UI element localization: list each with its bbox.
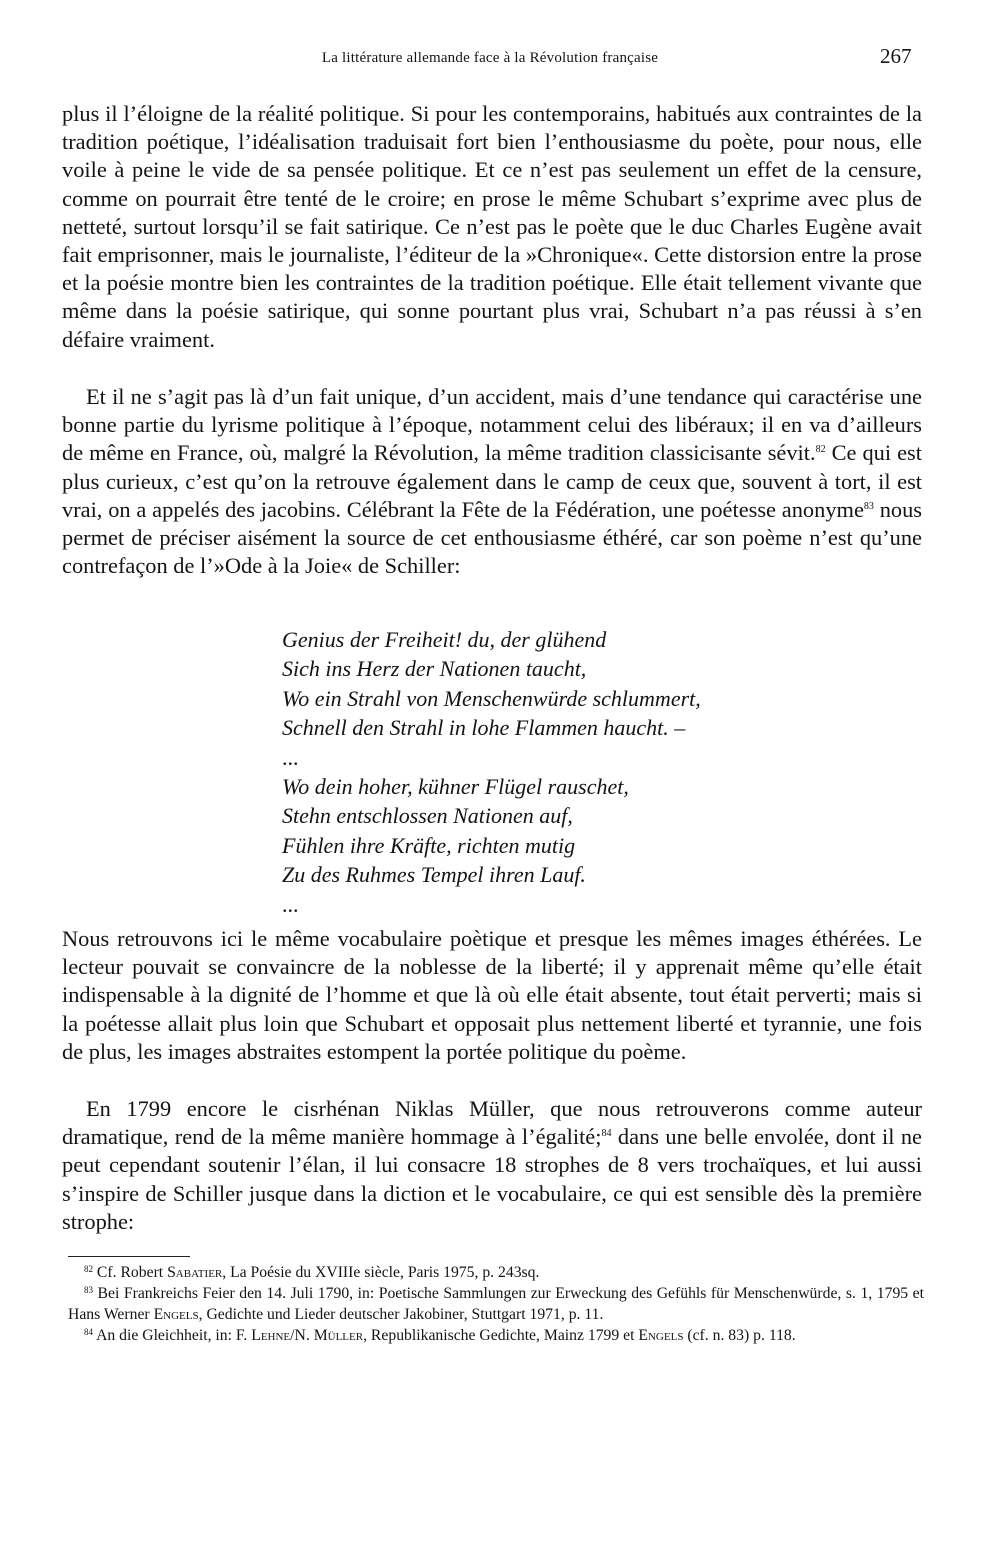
footnote-ref-82: 82	[815, 444, 826, 456]
paragraph-2-text-c: nous permet de préciser aisément la source de cet enthousiasme éthéré, car son poème n’est qu’une contrefaçon de l’»Ode à la Joie« de Schiller:	[62, 496, 922, 579]
footnote-text: , Republikanische Gedichte, Mainz 1799 et	[363, 1327, 639, 1344]
verse-line: Wo ein Strahl von Menschenwürde schlummert,	[282, 685, 701, 711]
verse-line: Sich ins Herz der Nationen taucht,	[282, 656, 587, 682]
footnote-text: Cf. Robert	[96, 1264, 168, 1281]
footnote-83	[68, 1283, 924, 1325]
footnote-text: , La Poésie du XVIIIe siècle, Paris 1975, p. 243sq.	[222, 1264, 540, 1281]
verse-line: Wo dein hoher, kühner Flügel rauschet,	[282, 774, 629, 800]
footnote-text: (cf. n. 83) p. 118.	[683, 1327, 796, 1344]
paragraph-4	[62, 1095, 922, 1236]
paragraph-2-text-b: Ce qui est plus curieux, c’est qu’on la retrouve également dans le camp de ceux que, souvent à tort, il est vrai, on a appelés des jacobins. Célébrant la Fête de la Fédération, une poétesse anonyme	[62, 440, 922, 522]
footnote-number: 84	[84, 1327, 93, 1337]
footnote-number: 83	[84, 1285, 93, 1295]
footnote-ref-83: 83	[863, 500, 874, 512]
footnote-author: Sabatier	[167, 1264, 223, 1281]
paragraph-4-text-a: En 1799 encore le cisrhénan Niklas Müller, que nous retrouverons comme auteur dramatique, rend de la même manière hommage à l’égalité;	[62, 1096, 922, 1150]
footnote-author: Lehne	[251, 1327, 291, 1344]
verse-ellipsis: ...	[282, 891, 299, 917]
footnote-text: , Gedichte und Lieder deutscher Jakobiner, Stuttgart 1971, p. 11.	[198, 1306, 604, 1323]
paragraph-2-text-a: Et il ne s’agit pas là d’un fait unique, d’un accident, mais d’une tendance qui caractérise une bonne partie du lyrisme politique à l’époque, notamment celui des libéraux; il en va d’ailleurs de même en France, où, malgré la Révolution, la même tradition classicisante sévit.	[62, 384, 922, 466]
verse-ellipsis: ...	[282, 744, 299, 770]
paragraph-4-text-b: dans une belle envolée, dont il ne peut cependant soutenir l’élan, il lui consacre 18 strophes de 8 vers trochaïques, et lui aussi s’inspire de Schiller jusque dans la diction et le vocabulaire, ce qui est sensible dès la première strophe:	[62, 1124, 922, 1234]
footnotes	[68, 1262, 924, 1346]
page-number: 267	[880, 44, 912, 68]
verse-line: Genius der Freiheit! du, der glühend	[282, 627, 607, 652]
running-header: La littérature allemande face à la Révolution française	[321, 50, 659, 66]
paragraph-1: plus il l’éloigne de la réalité politique. Si pour les contemporains, habitués aux contraintes de la tradition poétique, l’idéalisation traduisait fort bien l’enthousiasme du poète, pour nous, elle voile à peine le vide de sa pensée politique. Et ce n’est pas seulement un effet de la censure, comme on pourrait être tenté de le croire; en prose le même Schubart s’exprime avec plus de netteté, surtout lorsqu’il se fait satirique. Ce n’est pas le poète que le duc Charles Eugène avait fait emprisonner, mais le journaliste, l’éditeur de la »Chronique«. Cette distorsion entre la prose et la poésie montre bien les contraintes de la tradition poétique. Elle était tellement vivante que même dans la poésie satirique, qui sonne pourtant plus vrai, Schubart n’a pas réussi à s’en défaire vraiment.	[62, 101, 922, 352]
verse-line: Fühlen ihre Kräfte, richten mutig	[282, 832, 576, 858]
footnote-separator	[68, 1256, 190, 1257]
footnote-author: Müller	[313, 1327, 364, 1344]
verse-line: Stehn entschlossen Nationen auf,	[282, 803, 573, 829]
footnote-ref-84: 84	[601, 1128, 612, 1140]
footnote-text: Bei Frankreichs Feier den 14. Juli 1790, in: Poetische Sammlungen zur Erweckung des Gefühls für Menschenwürde, s. 1, 1795 et Hans Werner	[68, 1285, 924, 1323]
footnote-author: Engels	[638, 1327, 684, 1344]
footnote-author: Engels	[153, 1306, 199, 1323]
footnote-number: 82	[84, 1264, 93, 1274]
poem-quotation	[282, 625, 882, 919]
paragraph-2	[62, 383, 922, 580]
footnote-84	[68, 1325, 924, 1346]
footnote-82	[68, 1262, 924, 1283]
footnote-text: An die Gleichheit, in: F.	[96, 1327, 252, 1344]
verse-line: Schnell den Strahl in lohe Flammen haucht. –	[282, 715, 686, 741]
paragraph-3: Nous retrouvons ici le même vocabulaire poètique et presque les mêmes images éthérées. Le lecteur pouvait se convaincre de la noblesse de la liberté; il y apprenait même qu’elle était indispensable à la dignité de l’homme et que là où elle était absente, tout était perverti; mais si la poétesse allait plus loin que Schubart et opposait plus nettement liberté et tyrannie, une fois de plus, les images abstraites estompent la portée politique du poème.	[62, 926, 922, 1064]
verse-line: Zu des Ruhmes Tempel ihren Lauf.	[282, 862, 586, 888]
footnote-text: /N.	[290, 1327, 314, 1344]
